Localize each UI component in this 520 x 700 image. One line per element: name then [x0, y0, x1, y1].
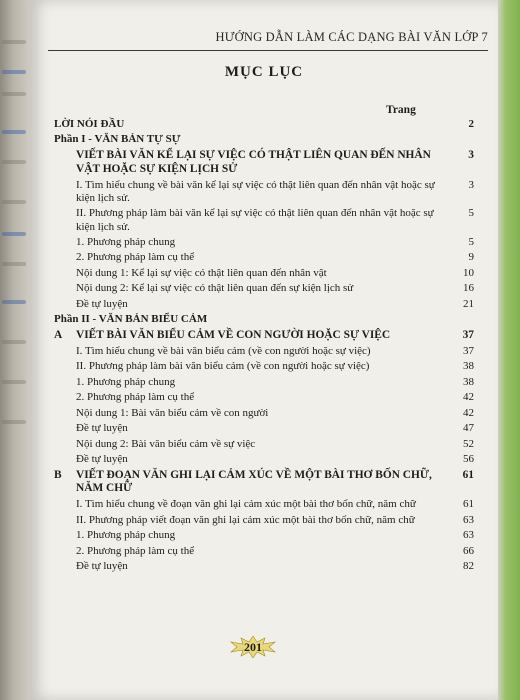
toc-entry-text: Đề tự luyện — [76, 297, 128, 310]
toc-entry-page: 42 — [463, 406, 474, 419]
toc-entry-text: I. Tìm hiểu chung về đoạn văn ghi lại cảm xúc một bài thơ bốn chữ, năm chữ — [76, 498, 416, 511]
toc-entry — [54, 236, 474, 249]
toc-entry-page: 2 — [468, 118, 474, 130]
toc-entry-page: 63 — [463, 513, 474, 526]
toc-entry-text: Phần II - VĂN BẢN BIỂU CẢM — [54, 313, 208, 326]
toc-entry-text: Đề tự luyện — [76, 422, 128, 435]
page-column-label: Trang — [386, 104, 416, 116]
toc-entry — [54, 438, 474, 451]
green-page-edge — [498, 0, 520, 700]
toc-entry — [54, 391, 474, 404]
toc-entry-text: II. Phương pháp viết đoạn văn ghi lại cảm xúc một bài thơ bốn chữ, năm chữ — [76, 513, 415, 526]
toc-entry-text: Phần I - VĂN BẢN TỰ SỰ — [54, 133, 181, 146]
toc-entry — [54, 453, 474, 466]
toc-section-letter: B — [54, 468, 62, 481]
toc-entry-page: 3 — [468, 178, 474, 191]
toc-entry — [54, 179, 474, 205]
toc-entry-page: 37 — [463, 344, 474, 357]
toc-entry-text: LỜI NÓI ĐẦU — [54, 118, 125, 130]
toc-entry-page: 66 — [463, 544, 474, 557]
toc-section-heading — [54, 469, 474, 496]
toc-entry — [54, 376, 474, 389]
toc-entry-text: 1. Phương pháp chung — [76, 235, 176, 248]
toc-part-heading — [54, 313, 474, 326]
adjacent-page-strip — [0, 0, 30, 700]
toc-entry-page: 5 — [468, 207, 474, 220]
toc-entry-text: 2. Phương pháp làm cụ thể — [76, 391, 195, 404]
toc-entry-text: II. Phương pháp làm bài văn biểu cảm (về con người hoặc sự việc) — [76, 360, 370, 373]
toc-entry-page: 38 — [463, 375, 474, 388]
toc-entry-text: I. Tìm hiểu chung về bài văn biểu cảm (về con người hoặc sự việc) — [76, 344, 371, 357]
toc-entry-page: 63 — [463, 529, 474, 542]
toc-entry — [54, 407, 474, 420]
toc-entry-page: 52 — [463, 437, 474, 450]
toc-entry-page: 10 — [463, 266, 474, 279]
toc-entry-text: VIẾT BÀI VĂN BIỂU CẢM VỀ CON NGƯỜI HOẶC SỰ VIỆC — [76, 328, 391, 341]
toc-part-heading — [54, 133, 474, 146]
toc-entry-text: Nội dung 2: Kể lại sự việc có thật liên quan đến sự kiện lịch sử — [76, 282, 354, 295]
toc-entry-text: Nội dung 2: Bài văn biểu cảm về sự việc — [76, 437, 256, 450]
toc-entry-page: 82 — [463, 560, 474, 573]
toc-entry-page: 61 — [463, 498, 474, 511]
table-of-contents — [54, 118, 474, 576]
toc-entry-page: 38 — [463, 360, 474, 373]
toc-entry-page: 9 — [468, 251, 474, 264]
toc-entry — [54, 345, 474, 358]
book-page — [30, 0, 498, 700]
toc-entry-text: Nội dung 1: Bài văn biểu cảm về con người — [76, 406, 269, 419]
toc-entry-text: VIẾT ĐOẠN VĂN GHI LẠI CẢM XÚC VỀ MỘT BÀI THƠ BỐN CHỮ, NĂM CHỮ — [76, 468, 432, 495]
toc-entry-page: 47 — [463, 422, 474, 435]
running-header — [48, 28, 488, 51]
toc-entry — [54, 560, 474, 573]
toc-entry — [54, 298, 474, 311]
toc-entry-text: I. Tìm hiểu chung về bài văn kể lại sự việc có thật liên quan đến nhân vật hoặc sự kiện lịch sử. — [76, 178, 435, 204]
toc-entry — [54, 422, 474, 435]
toc-section-heading — [54, 149, 474, 176]
toc-entry-page: 16 — [463, 282, 474, 295]
toc-entry-page: 5 — [468, 235, 474, 248]
toc-entry-text: Đề tự luyện — [76, 453, 128, 466]
toc-entry — [54, 545, 474, 558]
toc-entry-text: Đề tự luyện — [76, 560, 128, 573]
toc-entry-page: 61 — [462, 468, 474, 481]
toc-entry-text: Nội dung 1: Kể lại sự việc có thật liên quan đến nhân vật — [76, 266, 327, 279]
page-number-badge — [229, 636, 277, 658]
toc-entry-page: 3 — [468, 148, 474, 161]
toc-title: MỤC LỤC — [224, 64, 304, 80]
toc-entry-text: 2. Phương pháp làm cụ thể — [76, 251, 195, 264]
toc-entry — [54, 282, 474, 295]
toc-section-letter: A — [54, 328, 63, 341]
toc-entry — [54, 514, 474, 527]
toc-entry — [54, 251, 474, 264]
toc-entry-page: 37 — [462, 328, 474, 341]
toc-entry-page: 56 — [463, 453, 474, 466]
toc-entry-text: 1. Phương pháp chung — [76, 529, 176, 542]
toc-section-heading — [54, 329, 474, 343]
toc-entry-text: II. Phương pháp làm bài văn kể lại sự việc có thật liên quan đến nhân vật hoặc sự kiện lịch sử. — [76, 207, 434, 233]
toc-section-letter — [54, 149, 76, 176]
page-number: 201 — [244, 640, 262, 654]
toc-entry-page: 42 — [463, 391, 474, 404]
toc-entry — [54, 360, 474, 373]
toc-entry — [54, 498, 474, 511]
toc-entry-text: 1. Phương pháp chung — [76, 375, 176, 388]
toc-entry-text: VIẾT BÀI VĂN KỂ LẠI SỰ VIỆC CÓ THẬT LIÊN QUAN ĐẾN NHÂN VẬT HOẶC SỰ KIỆN LỊCH SỬ — [76, 148, 431, 175]
toc-entry — [54, 529, 474, 542]
toc-entry — [54, 267, 474, 280]
toc-entry — [54, 207, 474, 233]
running-header-title: HƯỚNG DẪN LÀM CÁC DẠNG BÀI VĂN LỚP 7 — [215, 30, 488, 44]
toc-entry — [54, 118, 474, 131]
toc-entry-page: 21 — [463, 297, 474, 310]
toc-entry-text: 2. Phương pháp làm cụ thể — [76, 544, 195, 557]
